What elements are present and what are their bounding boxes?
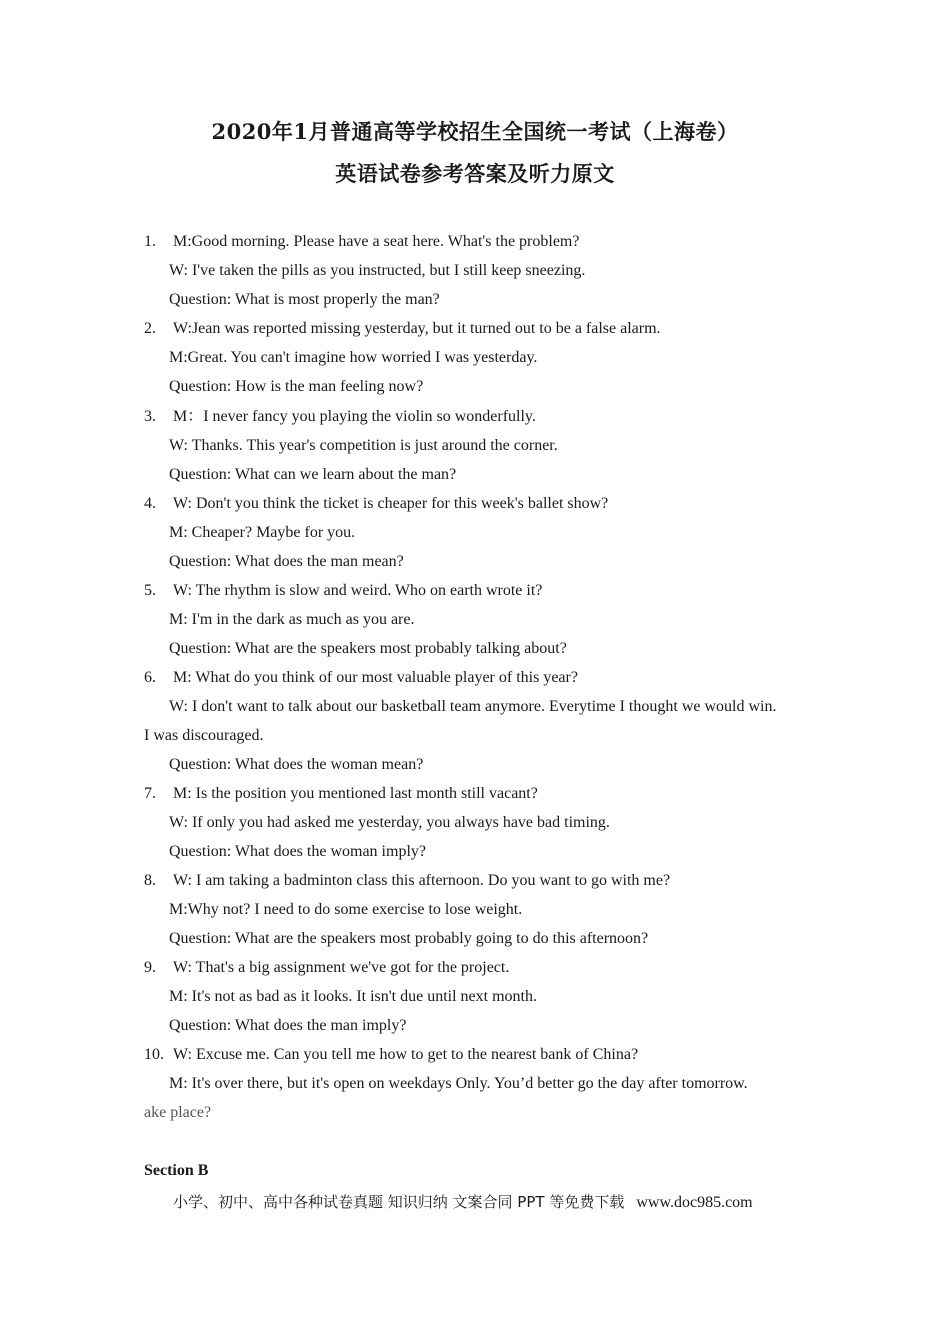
speaker-line: M: Cheaper? Maybe for you. bbox=[169, 524, 356, 541]
question-line: Question: What are the speakers most probably going to do this afternoon? bbox=[169, 930, 649, 947]
speaker-line: W: That's a big assignment we've got for the project. bbox=[173, 959, 510, 976]
speaker-line: W: I don't want to talk about our basketball team anymore. Everytime I thought we would win. bbox=[169, 698, 777, 715]
speaker-line: M: I'm in the dark as much as you are. bbox=[169, 611, 415, 628]
speaker-line: M：I never fancy you playing the violin so wonderfully. bbox=[173, 408, 536, 425]
speaker-line: W: If only you had asked me yesterday, you always have bad timing. bbox=[169, 814, 610, 831]
footer-banner bbox=[173, 1191, 753, 1212]
footer-text: 小学、初中、高中各种试卷真题 知识归纳 文案合同 PPT 等免费下载 bbox=[173, 1193, 625, 1211]
speaker-line: M: It's not as bad as it looks. It isn't due until next month. bbox=[169, 988, 537, 1005]
dialogue-line bbox=[144, 668, 578, 688]
speaker-line: W: I've taken the pills as you instructed, but I still keep sneezing. bbox=[169, 262, 586, 279]
dialogue-line bbox=[144, 232, 579, 252]
speaker-line: W: Excuse me. Can you tell me how to get to the nearest bank of China? bbox=[173, 1046, 639, 1063]
question-line: Question: What does the woman imply? bbox=[169, 843, 426, 860]
speaker-line: W: Thanks. This year's competition is just around the corner. bbox=[169, 437, 558, 454]
item-number: 2. bbox=[144, 320, 156, 337]
speaker-line: W:Jean was reported missing yesterday, but it turned out to be a false alarm. bbox=[173, 320, 661, 337]
item-number: 7. bbox=[144, 785, 156, 802]
speaker-line: M: It's over there, but it's open on weekdays Only. You’d better go the day after tomorrow. bbox=[169, 1075, 748, 1092]
item-number: 6. bbox=[144, 669, 156, 686]
speaker-line: W: Don't you think the ticket is cheaper for this week's ballet show? bbox=[173, 495, 609, 512]
dialogue-line bbox=[144, 494, 608, 514]
item-number: 4. bbox=[144, 495, 156, 512]
dialogue-line bbox=[144, 1045, 638, 1065]
speaker-line: W: I am taking a badminton class this afternoon. Do you want to go with me? bbox=[173, 872, 671, 889]
speaker-line: W: The rhythm is slow and weird. Who on earth wrote it? bbox=[173, 582, 543, 599]
dialogue-line bbox=[144, 871, 670, 891]
question-line: Question: What does the man mean? bbox=[169, 553, 404, 570]
item-number: 10. bbox=[144, 1046, 164, 1063]
section-heading: Section B bbox=[144, 1162, 209, 1179]
speaker-line: M:Good morning. Please have a seat here. What's the problem? bbox=[173, 233, 580, 250]
speaker-line-continuation: I was discouraged. bbox=[144, 727, 264, 744]
text-fragment: ake place? bbox=[144, 1104, 212, 1121]
dialogue-line bbox=[144, 581, 542, 601]
dialogue-line bbox=[144, 784, 538, 804]
question-line: Question: What is most properly the man? bbox=[169, 291, 440, 308]
dialogue-line bbox=[144, 407, 536, 427]
item-number: 8. bbox=[144, 872, 156, 889]
speaker-line: M: What do you think of our most valuable player of this year? bbox=[173, 669, 578, 686]
question-line: Question: What does the woman mean? bbox=[169, 756, 424, 773]
speaker-line: M:Great. You can't imagine how worried I was yesterday. bbox=[169, 349, 538, 366]
dialogue-line bbox=[144, 958, 509, 978]
item-number: 5. bbox=[144, 582, 156, 599]
speaker-line: M:Why not? I need to do some exercise to lose weight. bbox=[169, 901, 523, 918]
item-number: 9. bbox=[144, 959, 156, 976]
question-line: Question: How is the man feeling now? bbox=[169, 378, 424, 395]
footer-url[interactable]: www.doc985.com bbox=[636, 1194, 753, 1211]
question-line: Question: What does the man imply? bbox=[169, 1017, 407, 1034]
question-line: Question: What can we learn about the man? bbox=[169, 466, 457, 483]
document-title: 2020年1月普通高等学校招生全国统一考试（上海卷） bbox=[211, 119, 739, 144]
item-number: 1. bbox=[144, 233, 156, 250]
speaker-line: M: Is the position you mentioned last month still vacant? bbox=[173, 785, 538, 802]
dialogue-line bbox=[144, 319, 661, 339]
item-number: 3. bbox=[144, 408, 156, 425]
question-line: Question: What are the speakers most probably talking about? bbox=[169, 640, 567, 657]
document-subtitle: 英语试卷参考答案及听力原文 bbox=[335, 161, 615, 186]
